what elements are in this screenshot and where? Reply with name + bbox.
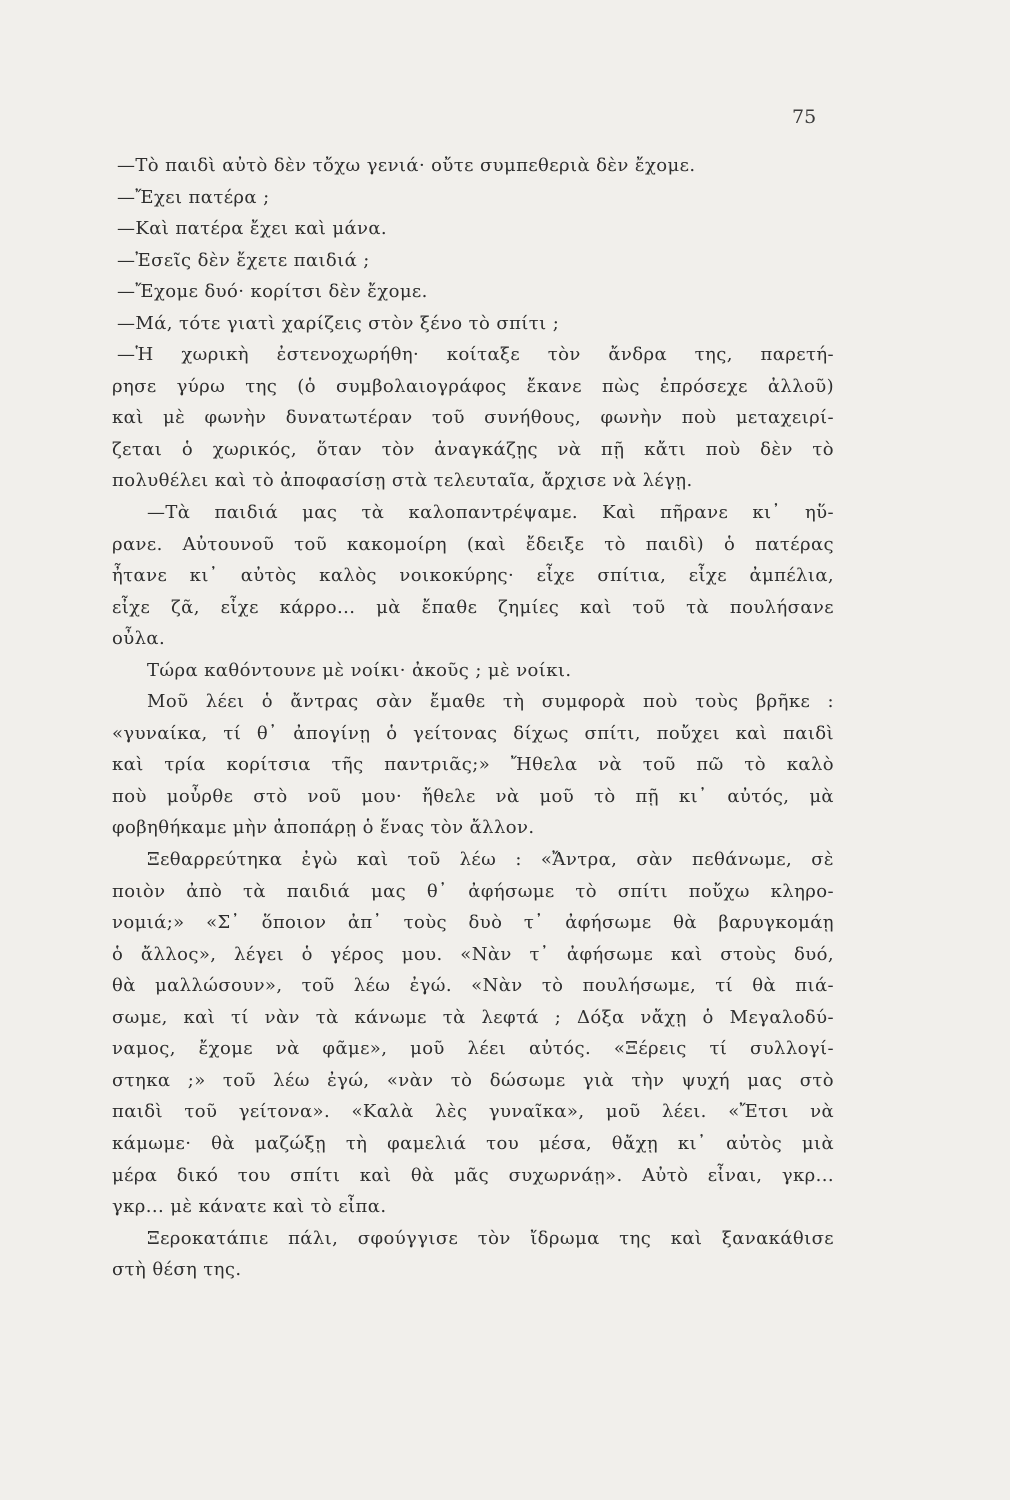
text-line: ὁ ἄλλος», λέγει ὁ γέρος μου. «Νὰν τ᾿ ἀφήσωμε καὶ στοὺς δυό, [112,943,834,965]
text-line: ναμος, ἔχομε νὰ φᾶμε», μοῦ λέει αὐτός. «Ξέρεις τί συλλογί- [112,1038,834,1060]
text-line: «γυναίκα, τί θ᾿ ἀπογίνῃ ὁ γείτονας δίχως σπίτι, ποὔχει καὶ παιδὶ [112,722,834,744]
text-line: εἶχε ζᾶ, εἶχε κάρρο... μὰ ἔπαθε ζημίες καὶ τοῦ τὰ πουλήσανε [112,596,834,618]
text-line: ζεται ὁ χωρικός, ὅταν τὸν ἀναγκάζῃς νὰ πῇ κἄτι ποὺ δὲν τὸ [112,438,834,460]
text-line: θὰ μαλλώσουν», τοῦ λέω ἐγώ. «Νὰν τὸ πουλήσωμε, τί θὰ πιά- [112,975,834,997]
text-line: ποιὸν ἀπὸ τὰ παιδιά μας θ᾿ ἀφήσωμε τὸ σπίτι ποὔχω κληρο- [112,880,834,902]
text-line: οὖλα. [112,628,166,650]
text-line: ἦτανε κι᾿ αὐτὸς καλὸς νοικοκύρης· εἶχε σπίτια, εἶχε ἀμπέλια, [112,565,834,587]
text-line: κάμωμε· θὰ μαζώξῃ τὴ φαμελιά του μέσα, θἄχῃ κι᾿ αὐτὸς μιὰ [112,1132,834,1154]
text-line: ρανε. Αὐτουνοῦ τοῦ κακομοίρη (καὶ ἔδειξε τὸ παιδὶ) ὁ πατέρας [112,533,834,555]
text-line: καὶ τρία κορίτσια τῆς παντριᾶς;» Ἤθελα νὰ τοῦ πῶ τὸ καλὸ [112,754,834,776]
text-line: —Ἔχει πατέρα ; [117,186,270,208]
body-text [112,150,834,1286]
text-line: καὶ μὲ φωνὴν δυνατωτέραν τοῦ συνήθους, φωνὴν ποὺ μεταχειρί- [112,407,834,429]
text-line: στὴ θέση της. [112,1259,242,1281]
text-line: —Καὶ πατέρα ἔχει καὶ μάνα. [117,218,388,240]
text-line: σωμε, καὶ τί νὰν τὰ κάνωμε τὰ λεφτά ; Δόξα νἄχῃ ὁ Μεγαλοδύ- [112,1006,834,1028]
text-line: στηκα ;» τοῦ λέω ἐγώ, «νὰν τὸ δώσωμε γιὰ τὴν ψυχή μας στὸ [112,1069,834,1091]
text-line: —Ἐσεῖς δὲν ἔχετε παιδιά ; [117,249,370,271]
page-number: 75 [792,106,817,128]
text-line: ποὺ μοὖρθε στὸ νοῦ μου· ἤθελε νὰ μοῦ τὸ πῇ κι᾿ αὐτός, μὰ [112,785,834,807]
text-line: —Ἡ χωρικὴ ἐστενοχωρήθη· κοίταξε τὸν ἄνδρα της, παρετή- [117,344,834,366]
text-line: παιδὶ τοῦ γείτονα». «Καλὰ λὲς γυναῖκα», μοῦ λέει. «Ἔτσι νὰ [112,1101,834,1123]
text-line: Ξεροκατάπιε πάλι, σφούγγισε τὸν ἴδρωμα της καὶ ξανακάθισε [147,1227,834,1249]
text-line: γκρ... μὲ κάνατε καὶ τὸ εἶπα. [112,1196,387,1218]
text-line: μέρα δικό του σπίτι καὶ θὰ μᾶς συχωρνάῃ». Αὐτὸ εἶναι, γκρ... [112,1164,834,1186]
text-line: —Ἔχομε δυό· κορίτσι δὲν ἔχομε. [117,281,428,303]
text-line: Τώρα καθόντουνε μὲ νοίκι· ἀκοῦς ; μὲ νοίκι. [147,659,572,681]
text-line: πολυθέλει καὶ τὸ ἀποφασίσῃ στὰ τελευταῖα, ἄρχισε νὰ λέγῃ. [112,470,693,492]
text-line: —Τὰ παιδιά μας τὰ καλοπαντρέψαμε. Καὶ πῆρανε κι᾿ ηὕ- [147,502,834,524]
text-line: Ξεθαρρεύτηκα ἐγὼ καὶ τοῦ λέω : «Ἄντρα, σὰν πεθάνωμε, σὲ [147,849,834,871]
text-line: ρησε γύρω της (ὁ συμβολαιογράφος ἔκανε πὼς ἐπρόσεχε ἀλλοῦ) [112,375,834,397]
text-line: νομιά;» «Σ᾿ ὅποιον ἀπ᾿ τοὺς δυὸ τ᾿ ἀφήσωμε θὰ βαρυγκομάῃ [112,912,834,934]
text-line: φοβηθήκαμε μὴν ἀποπάρῃ ὁ ἕνας τὸν ἄλλον. [112,817,535,839]
text-line: Μοῦ λέει ὁ ἄντρας σὰν ἔμαθε τὴ συμφορὰ ποὺ τοὺς βρῆκε : [147,691,834,713]
text-line: —Μά, τότε γιατὶ χαρίζεις στὸν ξένο τὸ σπίτι ; [117,312,560,334]
text-line: —Τὸ παιδὶ αὐτὸ δὲν τὄχω γενιά· οὔτε συμπεθεριὰ δὲν ἔχομε. [117,155,696,176]
